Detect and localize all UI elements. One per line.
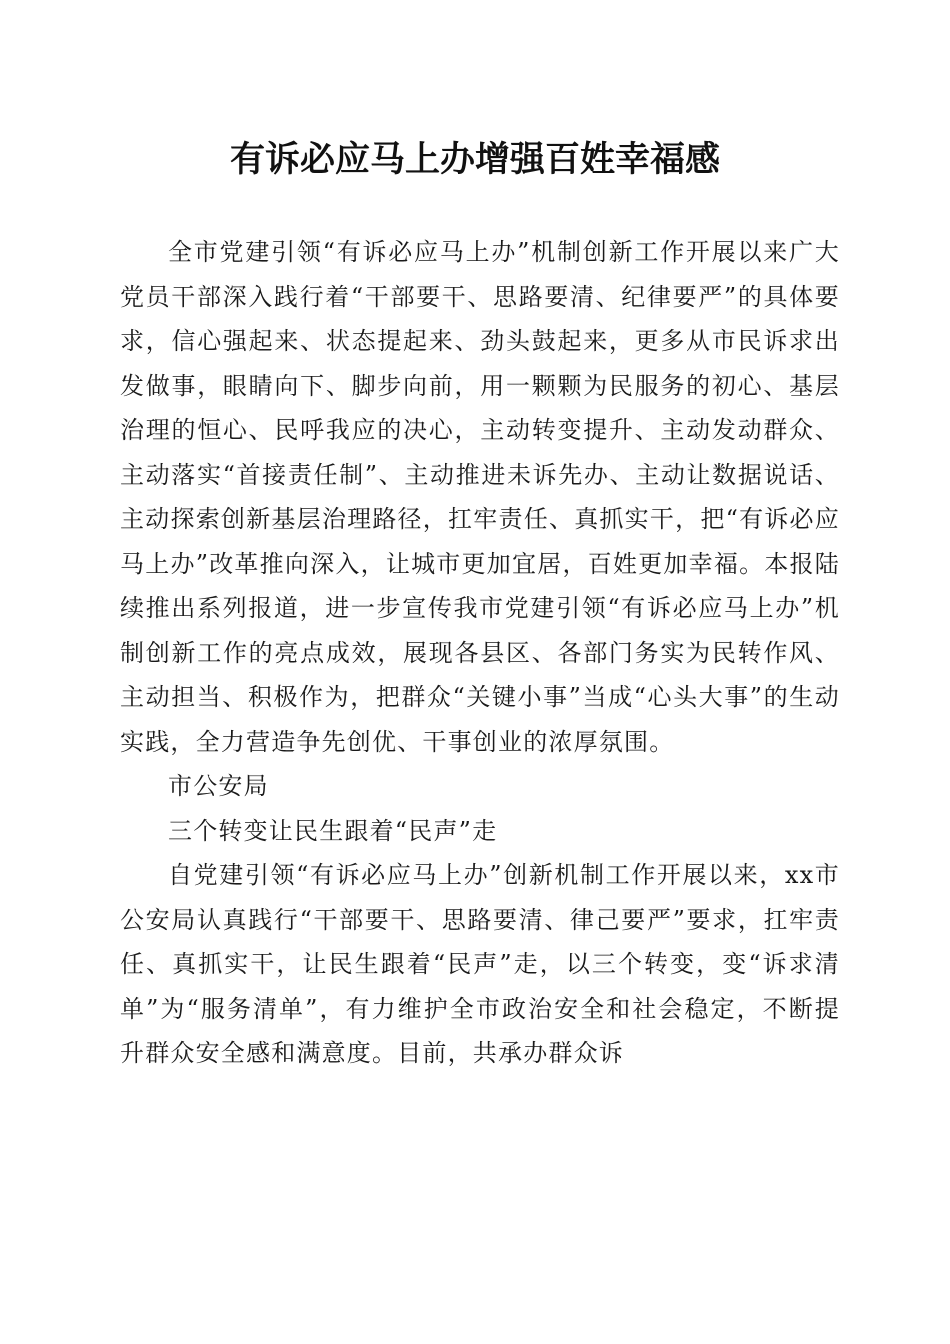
- section-subtitle: 三个转变让民生跟着“民声”走: [168, 816, 498, 845]
- section-organization: 市公安局: [168, 772, 269, 800]
- document-title: 有诉必应马上办增强百姓幸福感: [229, 139, 720, 180]
- section-paragraph: 自党建引领“有诉必应马上办”创新机制工作开展以来，xx市公安局认真践行“干部要干、思路要清、律己要严”要求，扛牢责任、真抓实干，让民生跟着“民声”走，以三个转变，变“诉求清单”为“服务清单”，有力维护全市政治安全和社会稳定，不断提升群众安全感和满意度。目前，共承办群众诉: [120, 861, 840, 1067]
- intro-paragraph: 全市党建引领“有诉必应马上办”机制创新工作开展以来广大党员干部深入践行着“干部要干、思路要清、纪律要严”的具体要求，信心强起来、状态提起来、劲头鼓起来，更多从市民诉求出发做事，眼睛向下、脚步向前，用一颗颗为民服务的初心、基层治理的恒心、民呼我应的决心，主动转变提升、主动发动群众、主动落实“首接责任制”、主动推进未诉先办、主动让数据说话、主动探索创新基层治理路径，扛牢责任、真抓实干，把“有诉必应马上办”改革推向深入，让城市更加宜居，百姓更加幸福。本报陆续推出系列报道，进一步宣传我市党建引领“有诉必应马上办”机制创新工作的亮点成效，展现各县区、各部门务实为民转作风、主动担当、积极作为，把群众“关键小事”当成“心头大事”的生动实践，全力营造争先创优、干事创业的浓厚氛围。: [120, 238, 840, 756]
- document-body: [120, 230, 840, 1076]
